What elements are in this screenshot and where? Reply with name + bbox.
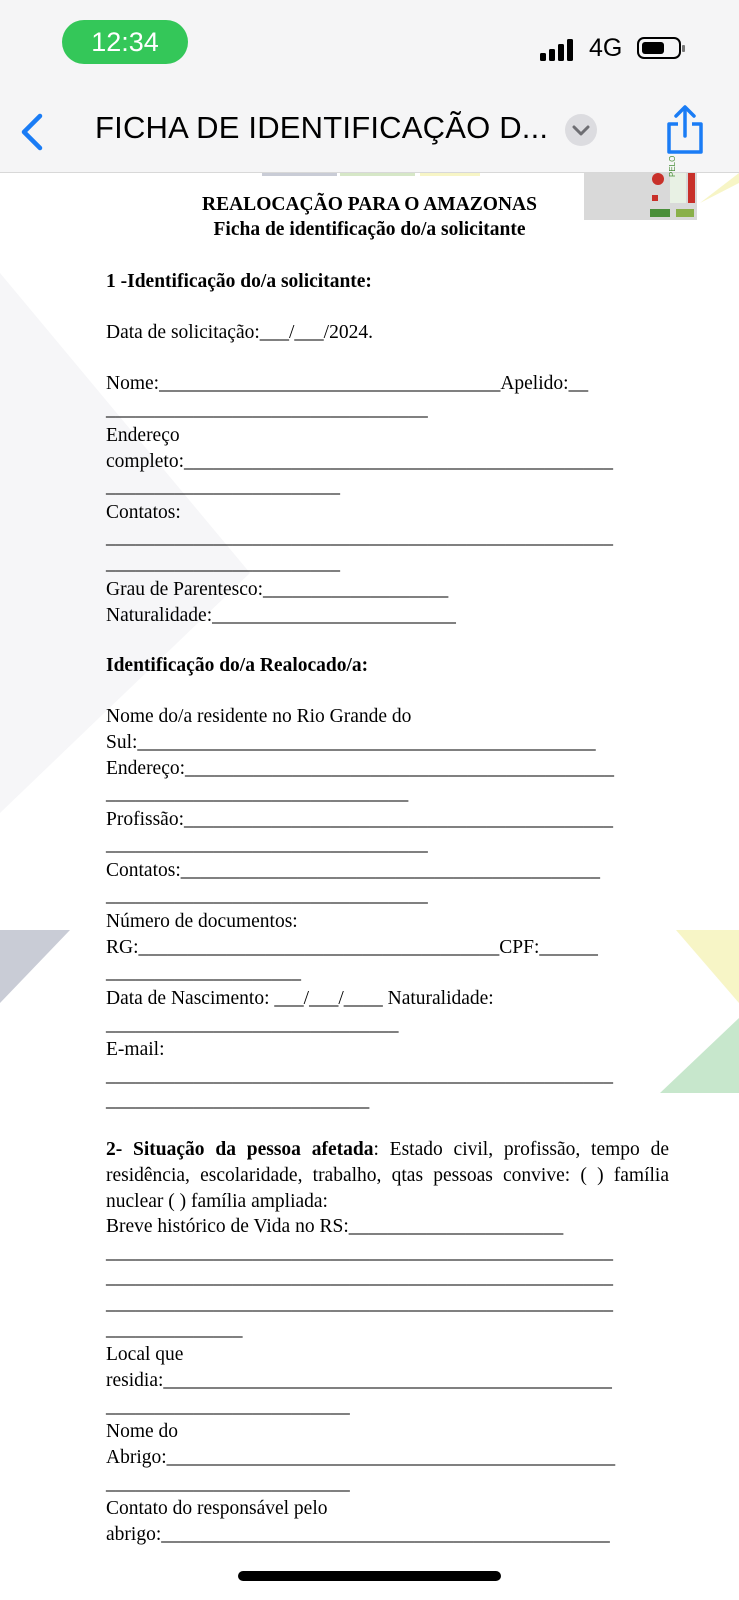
share-icon[interactable] [663, 104, 707, 156]
address-label: Endereço [106, 425, 180, 446]
document-page[interactable] [0, 155, 739, 1600]
address-field-continuation: ________________________ [106, 476, 340, 497]
resident-name-field: Sul:_______________________________________________ [106, 732, 596, 753]
residence-field: residia:______________________________________________ [106, 1370, 612, 1391]
document-title[interactable]: FICHA DE IDENTIFICAÇÃO D... [95, 110, 549, 145]
birth-date-continuation: ______________________________ [106, 1014, 399, 1035]
relocated-address-field: Endereço:____________________________________________ [106, 758, 615, 779]
contacts-field-continuation: ________________________ [106, 553, 340, 574]
section-2-text: : Estado civil, profissão, tempo de residência, escolaridade, trabalho, qtas pessoas convive: ( ) família nuclear ( ) família ampliada: [106, 1139, 669, 1212]
section-2-heading: 2- Situação da pessoa afetada [106, 1139, 374, 1160]
email-field: ____________________________________________________ [106, 1065, 613, 1086]
cellular-signal-icon [540, 37, 580, 61]
request-date-field: Data de solicitação:___/___/2024. [106, 322, 373, 343]
kinship-field: Grau de Parentesco:___________________ [106, 579, 449, 600]
logo-text: PELO [668, 155, 677, 177]
status-time: 12:34 [62, 20, 188, 64]
shelter-continuation: _________________________ [106, 1473, 350, 1494]
life-history-line-1: ____________________________________________________ [106, 1242, 613, 1263]
relocated-contacts-continuation: _________________________________ [106, 885, 428, 906]
rg-cpf-continuation: ____________________ [106, 962, 301, 983]
shelter-label: Nome do [106, 1421, 179, 1442]
back-chevron-icon[interactable] [14, 110, 54, 154]
residence-label: Local que [106, 1344, 184, 1365]
profession-continuation: _________________________________ [106, 834, 428, 855]
birthplace-field: Naturalidade:_________________________ [106, 605, 456, 626]
document-subheading: Ficha de identificação do/a solicitante [213, 219, 526, 240]
contacts-label: Contatos: [106, 502, 181, 523]
relocated-address-continuation: _______________________________ [106, 783, 409, 804]
status-bar [0, 0, 739, 90]
home-indicator[interactable] [238, 1571, 501, 1581]
section-1-heading: 1 -Identificação do/a solicitante: [106, 271, 372, 292]
shelter-contact-label: Contato do responsável pelo [106, 1498, 328, 1519]
life-history-line-2: ____________________________________________________ [106, 1267, 613, 1288]
birth-date-field: Data de Nascimento: ___/___/____ Naturalidade: [106, 988, 494, 1009]
life-history-line-3: ____________________________________________________ [106, 1293, 613, 1314]
document-heading: REALOCAÇÃO PARA O AMAZONAS [202, 194, 537, 215]
resident-name-label: Nome do/a residente no Rio Grande do [106, 706, 412, 727]
residence-continuation: _________________________ [106, 1396, 350, 1417]
email-label: E-mail: [106, 1039, 165, 1060]
life-history-field: Breve histórico de Vida no RS:______________________ [106, 1216, 564, 1237]
contacts-field: ____________________________________________________ [106, 527, 613, 548]
chevron-down-icon [565, 114, 597, 146]
documents-label: Número de documentos: [106, 911, 298, 932]
navigation-bar [0, 90, 739, 173]
life-history-continuation: ______________ [106, 1319, 243, 1340]
email-continuation: ___________________________ [106, 1090, 370, 1111]
title-menu-button[interactable] [565, 114, 597, 146]
name-field-continuation: _________________________________ [106, 399, 428, 420]
relocated-contacts-field: Contatos:___________________________________________ [106, 860, 601, 881]
address-field: completo:____________________________________________ [106, 451, 613, 472]
profession-field: Profissão:____________________________________________ [106, 809, 613, 830]
rg-cpf-field: RG:_____________________________________CPF:______ [106, 937, 598, 958]
shelter-contact-field: abrigo:______________________________________________ [106, 1524, 610, 1545]
name-field: Nome:___________________________________Apelido:__ [106, 373, 589, 394]
section-2-paragraph [106, 1137, 669, 1215]
battery-icon [637, 37, 681, 59]
section-relocated-heading: Identificação do/a Realocado/a: [106, 655, 369, 676]
network-type: 4G [589, 34, 623, 62]
shelter-field: Abrigo:______________________________________________ [106, 1447, 616, 1468]
